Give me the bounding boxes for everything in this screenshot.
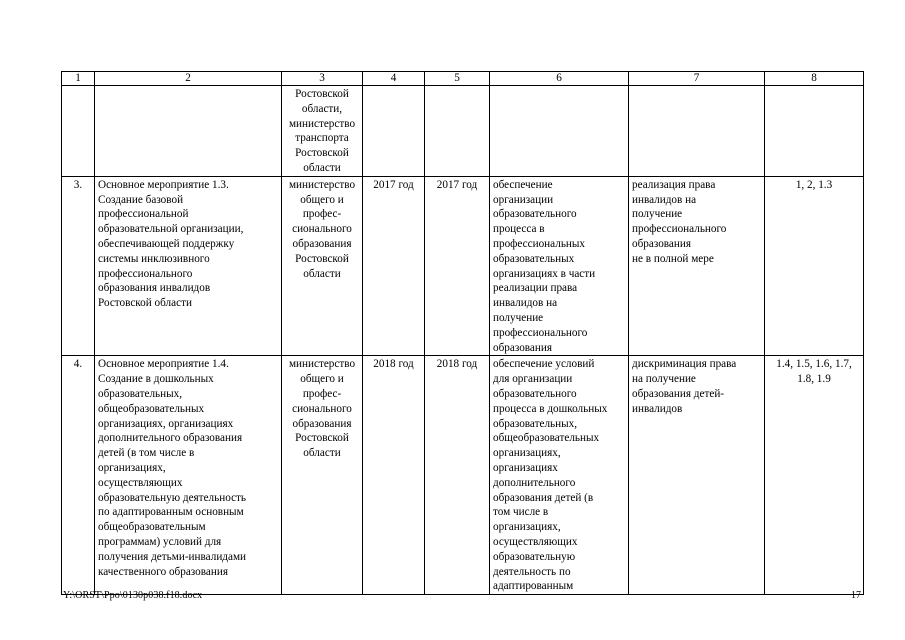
measure-name-cell	[95, 356, 282, 595]
end-year-cell: 2017 год	[425, 176, 490, 356]
cell-text-line: обеспечивающей поддержку	[98, 237, 235, 250]
cell-text-line: области	[303, 161, 341, 174]
cell-text-line: по адаптированным основным	[98, 506, 244, 519]
cell-text-line: получение	[493, 311, 544, 324]
cell-text-line: дополнительного образования	[98, 432, 243, 445]
cell-text-line: осуществляющих	[493, 535, 578, 548]
cell-text-line: системы инклюзивного	[98, 252, 210, 265]
row-number: 3.	[62, 176, 95, 356]
cell-text-line: адаптированным	[493, 580, 574, 593]
cell-text-line: организациях	[493, 461, 558, 474]
cell-text-line: профессиональной	[98, 208, 189, 221]
cell-text-line: Основное мероприятие 1.4.	[98, 358, 229, 371]
cell-text-line: общеобразовательных	[493, 432, 600, 445]
cell-text-line: организации	[493, 193, 554, 206]
cell-text-line: профес-	[302, 208, 342, 221]
responsible-cell	[282, 356, 363, 595]
cell-text-line: качественного образования	[98, 565, 228, 578]
cell-text-line: осуществляющих	[98, 476, 183, 489]
cell-text-line: для организации	[493, 373, 573, 386]
cell-text-line: министерство	[288, 117, 356, 130]
cell-text-line: Создание базовой	[98, 193, 184, 206]
cell-text-line: образовательную	[493, 550, 576, 563]
cell-text-line: деятельность по	[493, 565, 571, 578]
table-cell	[765, 86, 864, 177]
measure-name-cell	[95, 176, 282, 356]
indicators-cell	[765, 356, 864, 595]
cell-text-line: реализации права	[493, 282, 578, 295]
cell-text-line: сионального	[292, 402, 352, 415]
cell-text-line: 1.4, 1.5, 1.6, 1.7,	[776, 358, 852, 371]
cell-text-line: инвалидов	[632, 402, 683, 415]
table-cell	[425, 86, 490, 177]
cell-text-line: инвалидов на	[493, 297, 558, 310]
consequences-cell	[629, 356, 765, 595]
header-cell: 6	[490, 72, 629, 86]
measures-table	[61, 71, 864, 595]
cell-text-line: реализация права	[632, 178, 716, 191]
table-cell	[629, 86, 765, 177]
page-number: 17	[851, 590, 861, 601]
cell-text-line: образовательную деятельность	[98, 491, 247, 504]
header-cell: 5	[425, 72, 490, 86]
cell-text-line: организациях, организациях	[98, 417, 234, 430]
expected-result-cell	[490, 356, 629, 595]
table-cell	[62, 86, 95, 177]
cell-text-line: 1, 2, 1.3	[795, 178, 833, 191]
cell-text-line: министерство	[288, 178, 356, 191]
file-path: Y:\ORST\Ppo\0130p038.f18.docx	[63, 590, 203, 601]
start-year-cell: 2017 год	[363, 176, 425, 356]
cell-text-line: Ростовской	[295, 252, 349, 265]
start-year-cell: 2018 год	[363, 356, 425, 595]
cell-text-line: образования инвалидов	[98, 282, 211, 295]
header-row	[62, 72, 864, 86]
indicators-cell	[765, 176, 864, 356]
cell-text-line: Основное мероприятие 1.3.	[98, 178, 229, 191]
cell-text-line: процесса в	[493, 223, 545, 236]
cell-text-line: сионального	[292, 223, 352, 236]
cell-text-line: программам) условий для	[98, 535, 222, 548]
cell-text-line: образовательного	[493, 387, 577, 400]
cell-text-line: профессиональных	[493, 237, 586, 250]
cell-text-line: организациях,	[98, 461, 166, 474]
cell-text-line: образования детей-	[632, 387, 725, 400]
cell-text-line: общего и	[300, 373, 344, 386]
cell-text-line: общеобразовательных	[98, 402, 205, 415]
cell-text-line: образовательных	[493, 252, 575, 265]
cell-text-line: Ростовской	[295, 88, 349, 100]
table-row-continuation	[62, 86, 864, 177]
cell-text-line: образования	[493, 341, 553, 354]
end-year-cell: 2018 год	[425, 356, 490, 595]
header-cell: 7	[629, 72, 765, 86]
cell-text-line: Ростовской	[295, 147, 349, 160]
cell-text-line: Ростовской	[295, 432, 349, 445]
cell-text-line: профессионального	[493, 326, 588, 339]
table-row-3	[62, 176, 864, 356]
table-row-4	[62, 356, 864, 595]
responsible-cell	[282, 86, 363, 177]
cell-text-line: инвалидов на	[632, 193, 697, 206]
cell-text-line: том числе в	[493, 506, 549, 519]
cell-text-line: образовательных,	[493, 417, 578, 430]
responsible-cell	[282, 176, 363, 356]
table-cell	[490, 86, 629, 177]
cell-text-line: обеспечение условий	[493, 358, 595, 371]
table-cell	[363, 86, 425, 177]
cell-text-line: организациях,	[493, 521, 561, 534]
cell-text-line: организациях в части	[493, 267, 596, 280]
cell-text-line: транспорта	[295, 132, 349, 145]
cell-text-line: Ростовской области	[98, 297, 192, 310]
cell-text-line: общеобразовательным	[98, 521, 206, 534]
cell-text-line: министерство	[288, 358, 356, 371]
cell-text-line: детей (в том числе в	[98, 447, 195, 460]
cell-text-line: образования	[292, 237, 352, 250]
expected-result-cell	[490, 176, 629, 356]
table-cell	[95, 86, 282, 177]
cell-text-line: общего и	[300, 193, 344, 206]
cell-text-line: 1.8, 1.9	[797, 373, 831, 386]
cell-text-line: профессионального	[98, 267, 193, 280]
cell-text-line: процесса в дошкольных	[493, 402, 608, 415]
cell-text-line: области	[303, 267, 341, 280]
cell-text-line: образования детей (в	[493, 491, 594, 504]
cell-text-line: дополнительного	[493, 476, 576, 489]
cell-text-line: образовательной организации,	[98, 223, 244, 236]
cell-text-line: образовательных,	[98, 387, 183, 400]
header-cell: 3	[282, 72, 363, 86]
cell-text-line: профессионального	[632, 223, 727, 236]
cell-text-line: получение	[632, 208, 683, 221]
cell-text-line: организациях,	[493, 447, 561, 460]
cell-text-line: обеспечение	[493, 178, 553, 191]
cell-text-line: получения детьми-инвалидами	[98, 550, 247, 563]
header-cell: 4	[363, 72, 425, 86]
cell-text-line: образовательного	[493, 208, 577, 221]
cell-text-line: профес-	[302, 387, 342, 400]
cell-text-line: области	[303, 447, 341, 460]
cell-text-line: дискриминация права	[632, 358, 737, 371]
header-cell: 8	[765, 72, 864, 86]
cell-text-line: образования	[292, 417, 352, 430]
cell-text-line: образования	[632, 237, 692, 250]
header-cell: 2	[95, 72, 282, 86]
row-number: 4.	[62, 356, 95, 595]
cell-text-line: на получение	[632, 373, 696, 386]
consequences-cell	[629, 176, 765, 356]
cell-text-line: Создание в дошкольных	[98, 373, 214, 386]
cell-text-line: области,	[301, 102, 343, 115]
cell-text-line: не в полной мере	[632, 252, 714, 265]
header-cell: 1	[62, 72, 95, 86]
